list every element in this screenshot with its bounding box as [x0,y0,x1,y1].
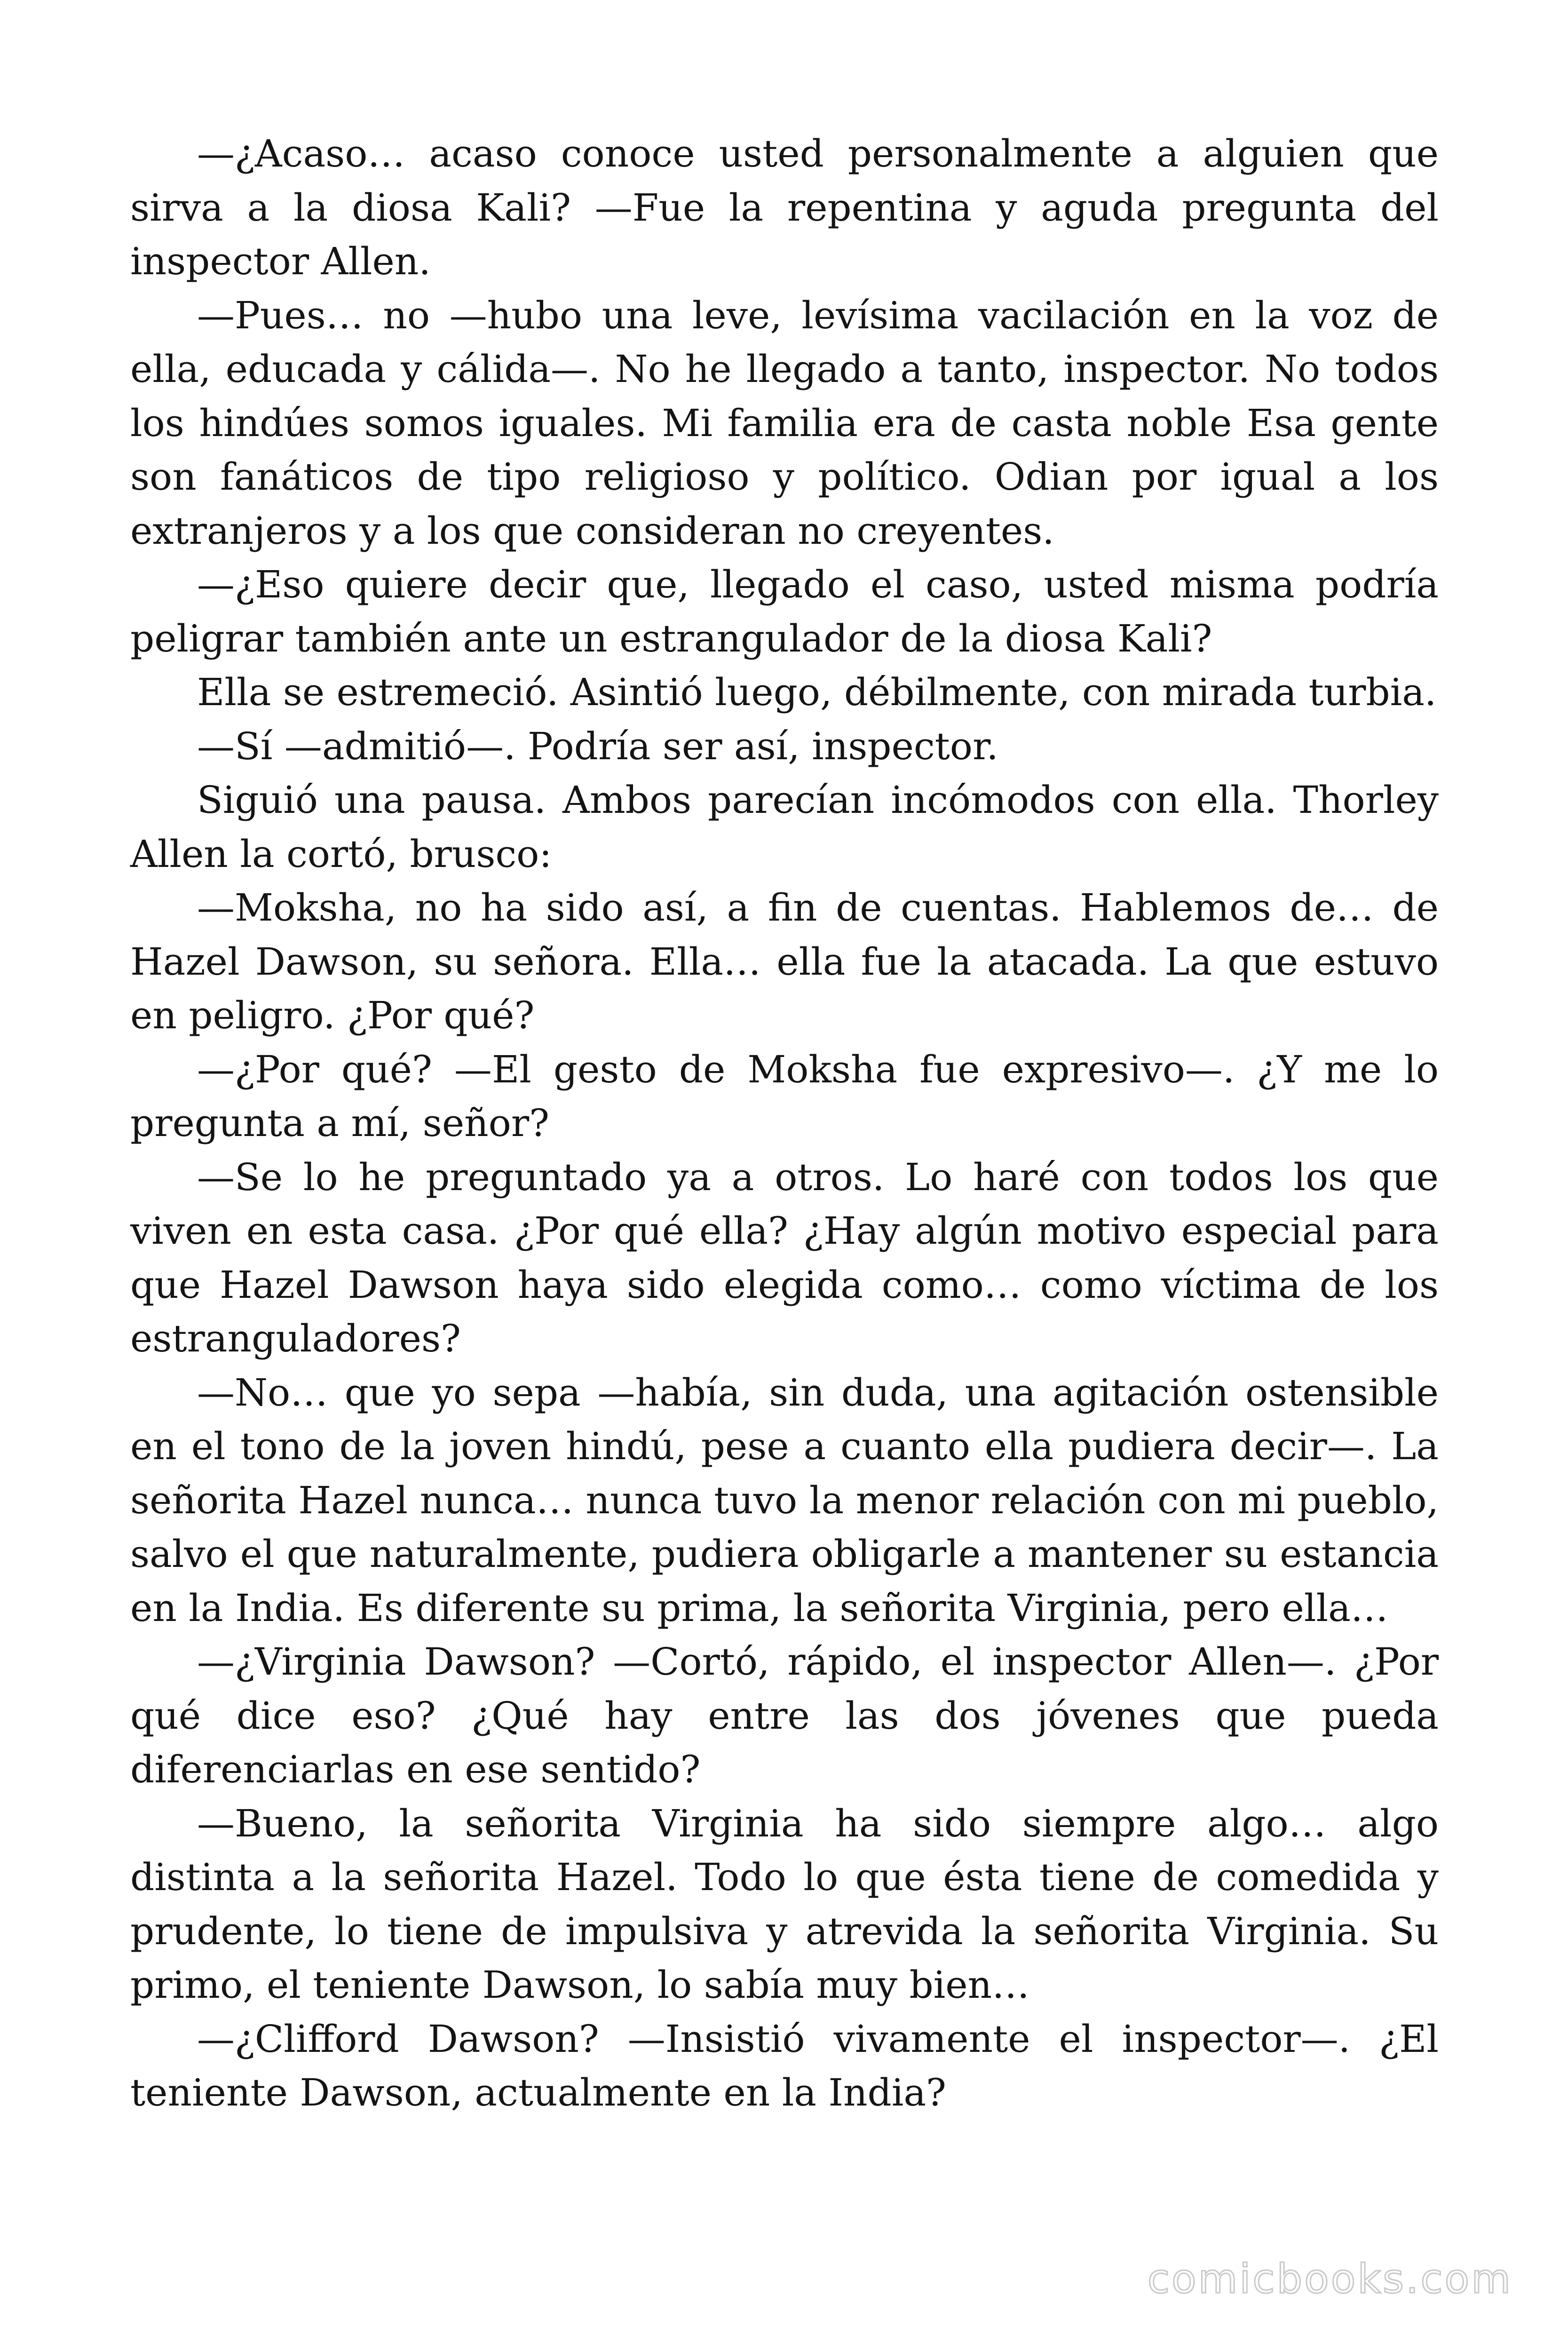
paragraph: —No… que yo sepa —había, sin duda, una agitación ostensible en el tono de la joven hindú, pese a cuanto ella pudiera decir—. La señorita Hazel nunca… nunca tuvo la menor relación con mi pueblo, salvo el que naturalmente, pudiera obligarle a mantener su estancia en la India. Es diferente su prima, la señorita Virginia, pero ella… [130,1370,1439,1630]
paragraph: —Se lo he preguntado ya a otros. Lo haré con todos los que viven en esta casa. ¿Por qué ella? ¿Hay algún motivo especial para que Hazel Dawson haya sido elegida como… como víctima de los estranguladores? [130,1155,1439,1360]
paragraph: —Moksha, no ha sido así, a fin de cuentas. Hablemos de… de Hazel Dawson, su señora. Ella… ella fue la atacada. La que estuvo en peligro. ¿Por qué? [130,886,1439,1037]
paragraph: —Bueno, la señorita Virginia ha sido siempre algo… algo distinta a la señorita Hazel. Todo lo que ésta tiene de comedida y prudente, lo tiene de impulsiva y atrevida la señorita Virginia. Su primo, el teniente Dawson, lo sabía muy bien… [130,1801,1439,2007]
paragraph: —¿Por qué? —El gesto de Moksha fue expresivo—. ¿Y me lo pregunta a mí, señor? [130,1047,1439,1145]
paragraph: —¿Eso quiere decir que, llegado el caso, usted misma podría peligrar también ante un estrangulador de la diosa Kali? [130,563,1439,660]
paragraph: Ella se estremeció. Asintió luego, débilmente, con mirada turbia. [197,670,1437,714]
paragraph: —¿Clifford Dawson? —Insistió vivamente el inspector—. ¿El teniente Dawson, actualmente en la India? [130,2017,1439,2114]
paragraph: —¿Acaso… acaso conoce usted personalmente a alguien que sirva a la diosa Kali? —Fue la repentina y aguda pregunta del inspector Allen. [130,132,1439,283]
paragraph: —Sí —admitió—. Podría ser así, inspector. [197,724,998,768]
watermark: comicbooks.com [1147,2256,1513,2303]
paragraph: —Pues… no —hubo una leve, levísima vacilación en la voz de ella, educada y cálida—. No he llegado a tanto, inspector. No todos los hindúes somos iguales. Mi familia era de casta noble Esa gente son fanáticos de tipo religioso y político. Odian por igual a los extranjeros y a los que consideran no creyentes. [130,293,1439,553]
page-text [130,127,1439,2120]
paragraph: Siguió una pausa. Ambos parecían incómodos con ella. Thorley Allen la cortó, brusco: [130,778,1439,876]
paragraph: —¿Virginia Dawson? —Cortó, rápido, el inspector Allen—. ¿Por qué dice eso? ¿Qué hay entre las dos jóvenes que pueda diferenciarlas en ese sentido? [130,1640,1439,1791]
